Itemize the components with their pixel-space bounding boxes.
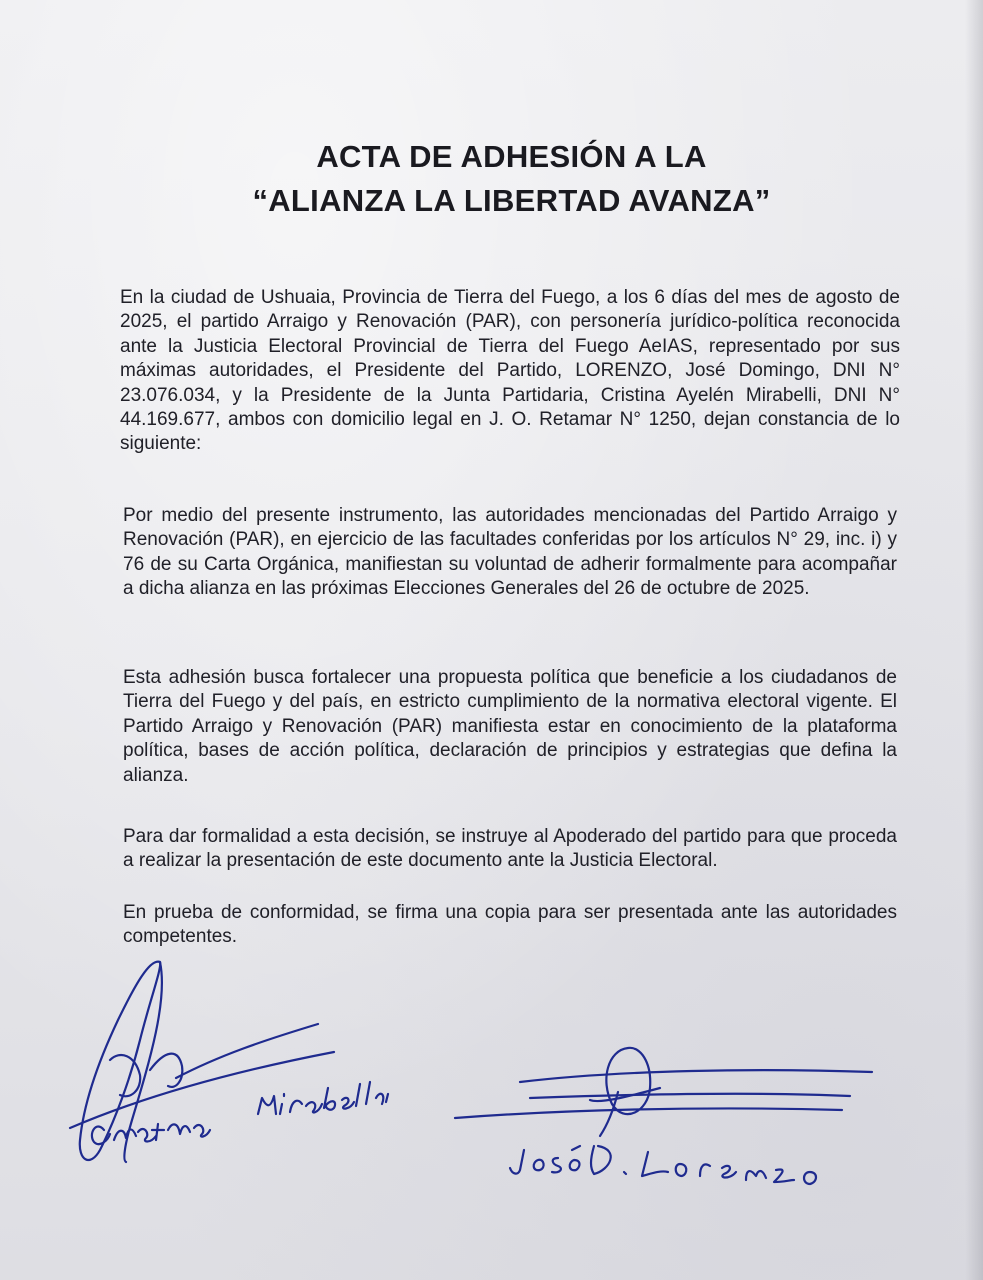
signature-mirabelli	[70, 962, 388, 1162]
paragraph-intro: En la ciudad de Ushuaia, Provincia de Tierra del Fuego, a los 6 días del mes de agosto de 2025, el partido Arraigo y Renovación (PAR), con personería jurídico-política reconocida ante la Justicia Electoral Provincial de Tierra del Fuego AeIAS, representado por sus máximas autoridades, el Presidente del Partido, LORENZO, José Domingo, DNI N° 23.076.034, y la Presidente de la Junta Partidaria, Cristina Ayelén Mirabelli, DNI N° 44.169.677, ambos con domicilio legal en J. O. Retamar N° 1250, dejan constancia de lo siguiente:	[120, 287, 900, 455]
signature-lorenzo	[455, 1048, 872, 1184]
paragraph-formality: Para dar formalidad a esta decisión, se instruye al Apoderado del partido para que proceda a realizar la presentación de este documento ante la Justicia Electoral.	[123, 826, 897, 872]
document-title-line-2: “ALIANZA LA LIBERTAD AVANZA”	[252, 183, 771, 218]
paragraph-conformity: En prueba de conformidad, se firma una copia para ser presentada ante las autoridades competentes.	[123, 902, 897, 948]
document-title-line-1: ACTA DE ADHESIÓN A LA	[316, 139, 707, 174]
paragraph-adhesion: Esta adhesión busca fortalecer una propuesta política que beneficie a los ciudadanos de Tierra del Fuego y del país, en estricto cumplimiento de la normativa electoral vigente. El Partido Arraigo y Renovación (PAR) manifiesta estar en conocimiento de la plataforma política, bases de acción política, declaración de principios y estrategias que defina la alianza.	[123, 667, 897, 786]
paragraph-instrument: Por medio del presente instrumento, las autoridades mencionadas del Partido Arraigo y Renovación (PAR), en ejercicio de las facultades conferidas por los artículos N° 29, inc. i) y 76 de su Carta Orgánica, manifiestan su voluntad de adherir formalmente para acompañar a dicha alianza en las próximas Elecciones Generales del 26 de octubre de 2025.	[123, 505, 897, 600]
